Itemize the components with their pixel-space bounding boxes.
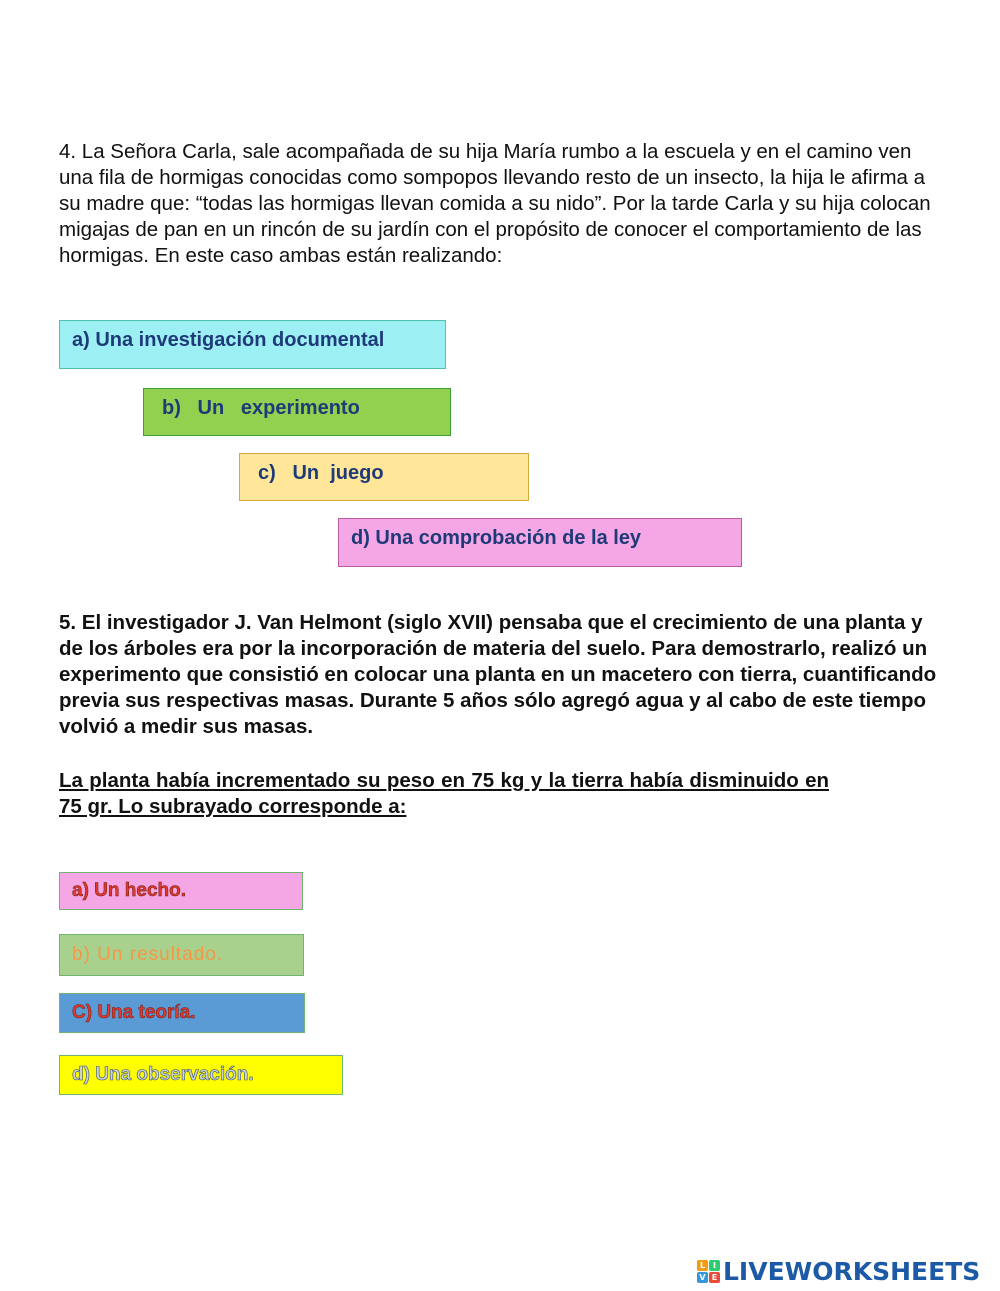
- logo-tile-l: L: [697, 1260, 708, 1271]
- question-5-text: 5. El investigador J. Van Helmont (siglo XVII) pensaba que el crecimiento de una planta y de los árboles era por la incorporación de materia del suelo. Para demostrarlo, realizó un experimento que consistió en colocar una planta en un macetero con tierra, cuantificando previa sus respectivas masas. Durante 5 años sólo agregó agua y al cabo de este tiempo volvió a medir sus masas.: [59, 611, 937, 738]
- question-4-text: 4. La Señora Carla, sale acompañada de su hija María rumbo a la escuela y en el camino ven una fila de hormigas conocidas como sompopos llevando resto de un insecto, la hija le afirma a su madre que: “todas las hormigas llevan comida a su nido”. Por la tarde Carla y su hija colocan migajas de pan en un rincón de su jardín con el propósito de conocer el comportamiento de las hormigas. En este caso ambas están realizando:: [59, 140, 931, 267]
- q4-option-c[interactable]: c) Un juego: [239, 453, 529, 501]
- q5-option-c[interactable]: C) Una teoría.: [59, 993, 305, 1033]
- q4-option-a[interactable]: a) Una investigación documental: [59, 320, 446, 369]
- liveworksheets-logo: [697, 1255, 980, 1287]
- logo-tile-v: V: [697, 1272, 708, 1283]
- logo-wordmark: LIVEWORKSHEETS: [723, 1256, 981, 1286]
- question-5-underlined-text: La planta había incrementado su peso en 75 kg y la tierra había disminuido en 75 gr. Lo subrayado corresponde a:: [59, 769, 829, 818]
- logo-icon: [697, 1260, 720, 1283]
- q4-option-b[interactable]: b) Un experimento: [143, 388, 451, 436]
- logo-tile-i: I: [709, 1260, 720, 1271]
- q4-option-d[interactable]: d) Una comprobación de la ley: [338, 518, 742, 567]
- logo-tile-e: E: [709, 1272, 720, 1283]
- q5-option-d[interactable]: d) Una observación.: [59, 1055, 343, 1095]
- q5-option-b[interactable]: b) Un resultado.: [59, 934, 304, 976]
- q5-option-a[interactable]: a) Un hecho.: [59, 872, 303, 910]
